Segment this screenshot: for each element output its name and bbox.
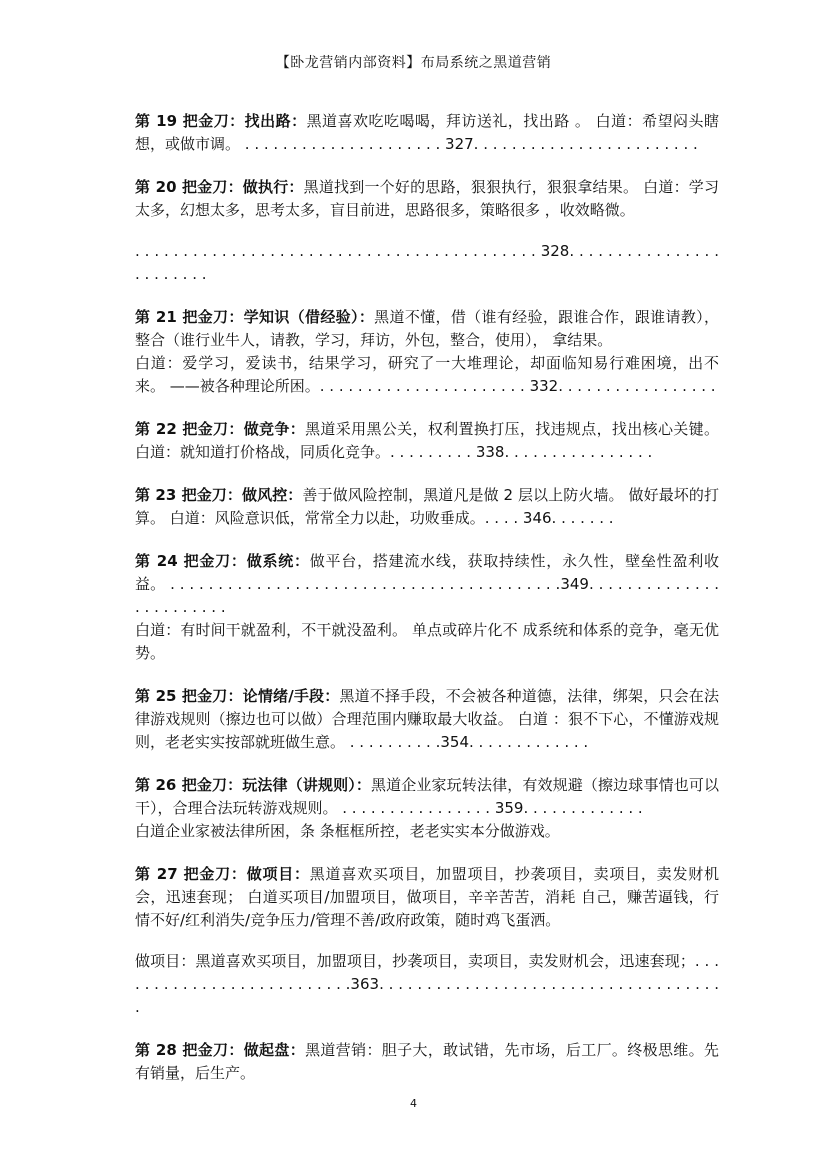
section-27 <box>135 863 719 1019</box>
section-body-white: 白道：有时间干就盈利，不干就没盈利。 单点或碎片化不 成系统和体系的竞争，毫无优势。 <box>135 621 719 662</box>
section-title: 第 28 把金刀：做起盘： <box>135 1041 306 1059</box>
section-20 <box>135 176 719 286</box>
section-body: 黑道不懂，借（谁有经验，跟谁合作，跟谁请教），整合（谁行业牛人，请教，学习，拜访，外包，整合，使用）， 拿结果。 <box>135 308 719 349</box>
page-number: 4 <box>410 1097 417 1110</box>
section-24 <box>135 550 719 665</box>
section-25 <box>135 685 719 754</box>
section-body: 黑道企业家玩转法律，有效规避（擦边球事情也可以干），合理合法玩转游戏规则。 . . . . . . . . . . . . . . . . 359. . . . . . . . . . . . . <box>135 776 719 817</box>
section-body: 黑道不择手段，不会被各种道德，法律，绑架，只会在法律游戏规则（擦边也可以做）合理范围内赚取最大收益。 白道 ：狠不下心，不懂游戏规则，老老实实按部就班做生意。 . . . . . . . . . .354. . . . . . . . . . . . . <box>135 687 719 751</box>
section-title: 第 27 把金刀：做项目： <box>135 865 310 883</box>
section-title: 第 20 把金刀：做执行： <box>135 178 304 196</box>
document-body <box>135 110 719 1105</box>
section-28 <box>135 1039 719 1085</box>
page-header: 【卧龙营销内部资料】布局系统之黑道营销 <box>275 55 552 71</box>
section-text <box>135 863 719 932</box>
section-text <box>135 306 719 352</box>
section-text <box>135 176 719 222</box>
section-body-white: 白道：爱学习，爱读书，结果学习，研究了一大堆理论，却面临知易行难困境，出不来。 ——被各种理论所困。. . . . . . . . . . . . . . . . . . . . . . 332. . . . . . . . . . . . . . . . . <box>135 354 719 395</box>
section-text <box>135 484 719 530</box>
section-title: 第 24 把金刀：做系统： <box>135 552 310 570</box>
section-23 <box>135 484 719 530</box>
section-title: 第 22 把金刀：做竞争： <box>135 420 306 438</box>
section-text <box>135 1039 719 1085</box>
section-body: 黑道喜欢买项目，加盟项目，抄袭项目，卖项目，卖发财机会，迅速套现； 白道买项目/加盟项目，做项目，辛辛苦苦，消耗 自己，赚苦逼钱，行情不好/红利消失/竞争压力/管理不善/政府政策，随时鸡飞蛋洒。 <box>135 865 719 929</box>
section-body: 做平台，搭建流水线，获取持续性，永久性，壁垒性盈利收益。 . . . . . . . . . . . . . . . . . . . . . . . . . . . . . . . . . . . . . . . . .349. . . . . . . . . . . . . . . . . . . . . . . . <box>135 552 719 616</box>
section-21 <box>135 306 719 398</box>
section-text <box>135 685 719 754</box>
section-body: 黑道喜欢吃吃喝喝，拜访送礼，找出路 。 白道：希望闷头瞎想，或做市调。 <box>135 112 719 153</box>
section-title: 第 19 把金刀：找出路： <box>135 112 307 130</box>
section-text <box>135 550 719 619</box>
section-19 <box>135 110 719 156</box>
section-text <box>135 418 719 464</box>
section-title: 第 21 把金刀：学知识（借经验）： <box>135 308 375 326</box>
section-body: 黑道采用黑公关，权利置换打压，找违规点，找出核心关键。 白道：就知道打价格战，同质化竞争。. . . . . . . . . 338. . . . . . . . . . . . . . . . <box>135 420 719 461</box>
section-title: 第 26 把金刀：玩法律（讲规则）： <box>135 776 371 794</box>
section-body: 善于做风险控制，黑道凡是做 2 层以上防火墙。 做好最坏的打算。 白道：风险意识低，常常全力以赴，功败垂成。. . . . 346. . . . . . . <box>135 486 719 527</box>
section-26 <box>135 774 719 843</box>
toc-dots: . . . . . . . . . . . . . . . . . . . . . . . . . . . . . . . . . . . . . . . . . . 328. . . . . . . . . . . . . . . . . . . . . . . . <box>135 242 719 283</box>
section-body: 黑道营销：胆子大，敢试错，先市场，后工厂。终极思维。先有销量，后生产。 <box>135 1041 719 1082</box>
section-text <box>135 774 719 820</box>
section-body-extra: 做项目：黑道喜欢买项目，加盟项目，抄袭项目，卖项目，卖发财机会，迅速套现；. . . . . . . . . . . . . . . . . . . . . . . . . .363. . . . . . . . . . . . . . . . . . . . . . . . . . . . . . . . . . . . . <box>135 952 719 1016</box>
section-body: 黑道找到一个好的思路，狠狠执行，狠狠拿结果。 白道：学习太多，幻想太多，思考太多，盲目前进，思路很多，策略很多 ，收效略微。 <box>135 178 719 219</box>
section-text <box>135 110 719 156</box>
section-title: 第 23 把金刀：做风控： <box>135 486 303 504</box>
section-title: 第 25 把金刀：论情绪/手段： <box>135 687 340 705</box>
toc-dots: . . . . . . . . . . . . . . . . . . . . . 327. . . . . . . . . . . . . . . . . . . . . . . . <box>240 135 698 153</box>
section-22 <box>135 418 719 464</box>
section-body-white: 白道企业家被法律所困，条 条框框所控，老老实实本分做游戏。 <box>135 822 560 840</box>
